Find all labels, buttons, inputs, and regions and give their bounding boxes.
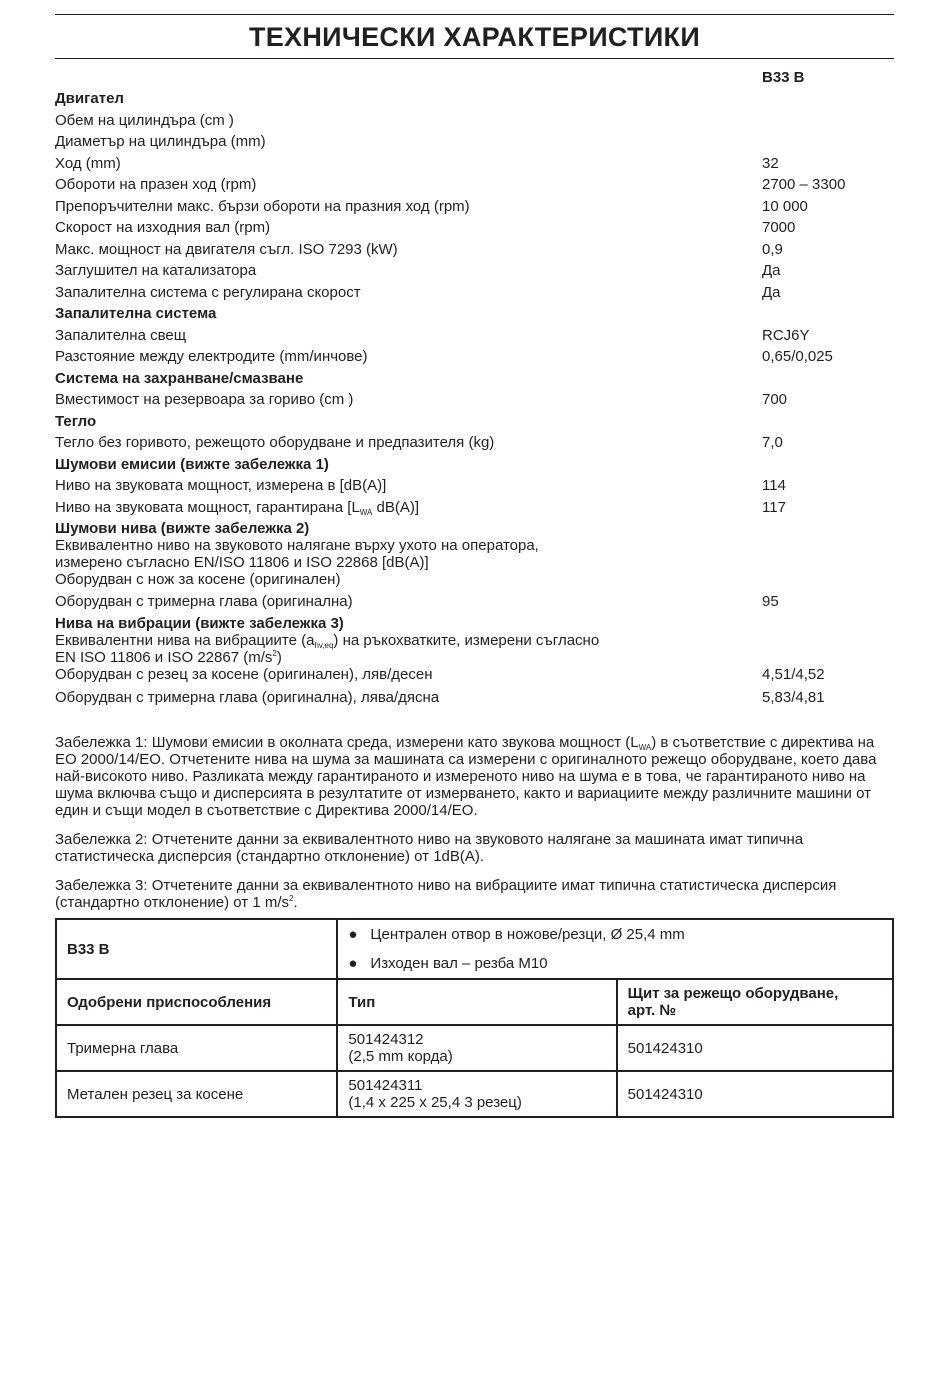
spec-value: 114 xyxy=(762,477,786,494)
accessory-name: Тримерна глава xyxy=(56,1025,337,1071)
spec-label: Тегло без горивото, режещото оборудване и предпазителя (kg) xyxy=(55,434,495,451)
spec-label: Препоръчителни макс. бързи обороти на празния ход (rpm) xyxy=(55,197,470,215)
spec-value: 117 xyxy=(762,498,786,516)
accessory-guard: 501424310 xyxy=(617,1071,893,1117)
spec-row xyxy=(55,260,894,282)
bullet-item: ● Централен отвор в ножове/резци, Ø 25,4 mm xyxy=(348,920,882,949)
noise-levels-desc-2: измерено съгласно EN/ISO 11806 и ISO 22868 [dB(A)] xyxy=(55,554,429,571)
vibration-desc-1: Еквивалентни нива на вибрациите $(a_{hv,eq})$ на ръкохватките, измерени съгласно xyxy=(55,631,600,650)
spec-section-heading xyxy=(55,368,894,390)
spec-row xyxy=(55,174,894,196)
vibration-desc-2: EN ISO 11806 и ISO 22867 $(m/s^2)$ xyxy=(55,648,282,666)
noise-trimmer-label: Оборудван с тримерна глава (оригинална) xyxy=(55,593,353,610)
spec-label: Запалителна система с регулирана скорост xyxy=(55,283,361,301)
vibration-trimmer-value: 5,83/4,81 xyxy=(762,688,825,706)
note-1: Забележка 1: Шумови емисии в околната среда, измерени като звукова мощност $(L_{WA})$ в съответствие с директива на ЕО 2000/14/ЕО. Отчетените нива на шума за машината са измерени с оригиналното режещо оборудване, което дава най-високото ниво. Разликата между гарантираното и измереното ниво на шума е в това, че гарантираното ниво на шума включва също и дисперсията в резултатите от измерването, както и вариациите между различните машини от един и същи модел в съответствие с Директива 2000/14/ЕО. xyxy=(55,734,877,819)
accessory-name: Метален резец за косене xyxy=(56,1071,337,1117)
spec-list xyxy=(55,88,894,708)
table-row xyxy=(56,1025,893,1071)
accessories-bullets-cell xyxy=(337,919,893,979)
spec-row xyxy=(55,432,894,454)
spec-label: Макс. мощност на двигателя съгл. ISO 7293 (kW) xyxy=(55,240,398,258)
spec-row xyxy=(55,282,894,304)
spec-value: RCJ6Y xyxy=(762,326,810,344)
spec-rows xyxy=(55,88,894,518)
spec-label: Скорост на изходния вал (rpm) xyxy=(55,219,271,236)
bullet-item: ● Изходен вал – резба М10 xyxy=(348,949,882,978)
spec-row xyxy=(55,153,894,175)
spec-row xyxy=(55,196,894,218)
noise-blade-label: Оборудван с нож за косене (оригинален) xyxy=(55,571,341,588)
note-2: Забележка 2: Отчетените данни за еквивалентното ниво на звуковото налягане за машината имат типична статистическа дисперсия (стандартно отклонение) от 1dB(A). xyxy=(55,831,804,865)
title-rule-top xyxy=(55,14,894,15)
accessory-type: 501424312 (2,5 mm корда) xyxy=(337,1025,616,1071)
spec-row xyxy=(55,239,894,261)
header-type: Тип xyxy=(337,979,616,1025)
spec-row xyxy=(55,346,894,368)
spec-label: Разстояние между електродите (mm/инчове) xyxy=(55,348,368,365)
header-approved-accessories: Одобрени приспособления xyxy=(56,979,337,1025)
spec-row xyxy=(55,475,894,497)
vibration-trimmer-label: Оборудван с тримерна глава (оригинална), лява/дясна xyxy=(55,688,440,706)
spec-label: Ход (mm) xyxy=(55,154,121,172)
notes xyxy=(55,734,894,819)
table-row xyxy=(56,1071,893,1117)
spec-section-heading xyxy=(55,454,894,476)
spec-row xyxy=(55,389,894,411)
spec-value: 0,9 xyxy=(762,240,783,258)
spec-label: Тегло xyxy=(55,412,97,430)
noise-levels-desc-1: Еквивалентно ниво на звуковото налягане върху ухото на оператора, xyxy=(55,537,539,554)
spec-label: Запалителна система xyxy=(55,305,217,322)
accessories-model-row xyxy=(56,919,893,979)
spec-label: Обем на цилиндъра (cm ) xyxy=(55,111,234,129)
accessories-bullets xyxy=(348,920,882,978)
spec-row xyxy=(55,131,894,153)
page-title: ТЕХНИЧЕСКИ ХАРАКТЕРИСТИКИ xyxy=(248,22,701,52)
spec-value: 32 xyxy=(762,154,779,172)
accessory-guard: 501424310 xyxy=(617,1025,893,1071)
spec-value: 7,0 xyxy=(762,434,783,451)
noise-trimmer-value: 95 xyxy=(762,593,779,610)
bullet-dot-icon: ● xyxy=(348,955,358,972)
note-3: Забележка 3: Отчетените данни за еквивалентното ниво на вибрациите имат типична статистическа дисперсия (стандартно отклонение) от 1 $m/s^2$. xyxy=(55,877,837,911)
spec-row xyxy=(55,325,894,347)
spec-label: Двигател xyxy=(55,90,124,107)
spec-value: 7000 xyxy=(762,219,796,236)
bullet-dot-icon: ● xyxy=(348,926,358,943)
spec-label: Ниво на звуковата мощност, гарантирана [$L_{WA}$ dB(A)] xyxy=(55,498,420,517)
accessory-type: 501424311 (1,4 x 225 x 25,4 3 резец) xyxy=(337,1071,616,1117)
vibration-blade-row xyxy=(55,665,825,683)
spec-label: Шумови емисии (вижте забележка 1) xyxy=(55,455,329,473)
model-column-header: B33 B xyxy=(762,69,805,86)
vibration-blade-value: 4,51/4,52 xyxy=(762,665,825,683)
spec-value: 2700 – 3300 xyxy=(762,176,846,193)
spec-row xyxy=(55,110,894,132)
noise-levels-heading: Шумови нива (вижте забележка 2) xyxy=(55,520,310,537)
spec-label: Диаметър на цилиндъра (mm) xyxy=(55,133,266,150)
vibration-blade-label: Оборудван с резец за косене (оригинален), ляв/десен xyxy=(55,665,433,683)
spec-label: Обороти на празен ход (rpm) xyxy=(55,176,257,193)
spec-section-heading xyxy=(55,88,894,110)
accessories-model: B33 B xyxy=(56,919,337,979)
spec-value: Да xyxy=(762,283,781,301)
spec-row xyxy=(55,217,894,239)
vibration-trimmer-row xyxy=(55,687,894,709)
note-3-wrap xyxy=(55,877,894,911)
spec-value: Да xyxy=(762,262,781,279)
spec-label: Система на захранване/смазване xyxy=(55,369,304,387)
spec-value: 10 000 xyxy=(762,197,808,215)
spec-label: Заглушител на катализатора xyxy=(55,262,257,279)
spec-label: Запалителна свещ xyxy=(55,326,187,344)
spec-value: 0,65/0,025 xyxy=(762,348,833,365)
spec-section-heading xyxy=(55,303,894,325)
spec-label: Ниво на звуковата мощност, измерена в [dB(A)] xyxy=(55,477,387,494)
title-rule-bottom xyxy=(55,58,894,59)
vibration-heading: Нива на вибрации (вижте забележка 3) xyxy=(55,614,344,632)
spec-label: Вместимост на резервоара за гориво (cm ) xyxy=(55,391,354,408)
noise-trimmer-row xyxy=(55,591,894,613)
header-guard: Щит за режещо оборудване, арт. № xyxy=(617,979,893,1025)
note-2-wrap xyxy=(55,831,894,865)
vibration-block xyxy=(55,613,894,684)
accessories-table xyxy=(55,918,894,1118)
spec-row xyxy=(55,497,894,519)
accessories-header-row xyxy=(56,979,893,1025)
spec-section-heading xyxy=(55,411,894,433)
noise-levels-block xyxy=(55,518,894,589)
spec-value: 700 xyxy=(762,391,788,408)
